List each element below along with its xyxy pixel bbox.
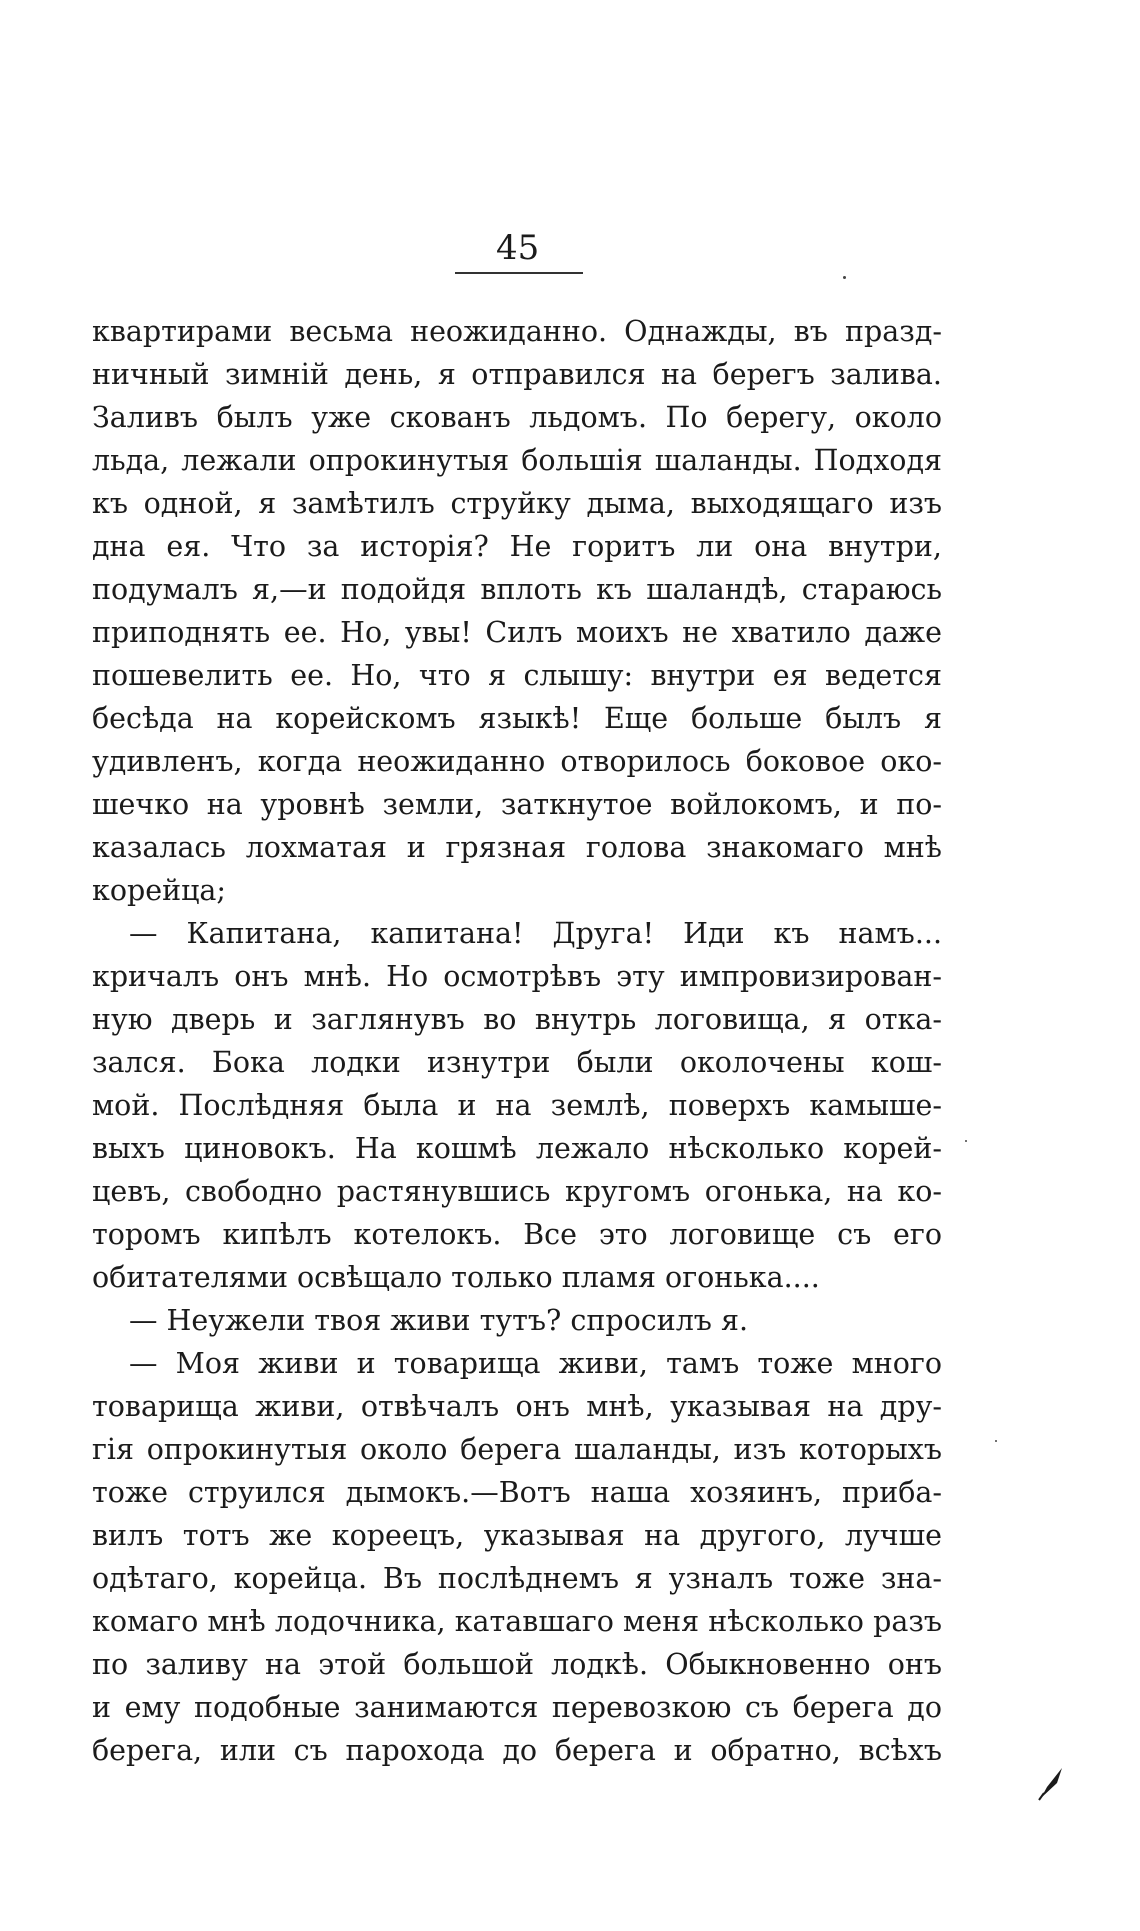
- text-line: ную дверь и заглянувъ во внутрь логовища, я отка-: [92, 1003, 942, 1036]
- text-line: подумалъ я,—и подойдя вплоть къ шаландѣ, стараюсь: [92, 573, 942, 606]
- page-number-rule: [455, 272, 583, 274]
- text-line: пошевелить ее. Но, что я слышу: внутри ея ведется: [92, 659, 942, 692]
- text-line: обитателями освѣщало только пламя огонька....: [92, 1261, 820, 1294]
- text-line: удивленъ, когда неожиданно отворилось боковое око-: [92, 745, 942, 778]
- text-line: цевъ, свободно растянувшись кругомъ огонька, на ко-: [92, 1175, 942, 1208]
- text-line: — Моя живи и товарища живи, тамъ тоже много: [129, 1347, 942, 1380]
- text-line: товарища живи, отвѣчалъ онъ мнѣ, указывая на дру-: [92, 1390, 942, 1423]
- text-line: кричалъ онъ мнѣ. Но осмотрѣвъ эту импровизирован-: [92, 960, 942, 993]
- text-line: Заливъ былъ уже скованъ льдомъ. По берегу, около: [92, 401, 942, 434]
- body-text: [92, 310, 942, 1772]
- ink-speck: [843, 276, 846, 279]
- text-line: казалась лохматая и грязная голова знакомаго мнѣ: [92, 831, 942, 864]
- text-line: дна ея. Что за исторія? Не горитъ ли она внутри,: [92, 530, 942, 563]
- text-line: тоже струился дымокъ.—Вотъ наша хозяинъ, приба-: [92, 1476, 942, 1509]
- text-line: льда, лежали опрокинутыя большія шаланды. Подходя: [92, 444, 942, 477]
- text-line: по заливу на этой большой лодкѣ. Обыкновенно онъ: [92, 1648, 942, 1681]
- ink-speck: [965, 1140, 967, 1142]
- text-line: берега, или съ парохода до берега и обратно, всѣхъ: [92, 1734, 942, 1767]
- text-line: и ему подобные занимаются перевозкою съ берега до: [92, 1691, 942, 1724]
- text-line: выхъ циновокъ. На кошмѣ лежало нѣсколько корей-: [92, 1132, 942, 1165]
- text-line: комаго мнѣ лодочника, катавшаго меня нѣсколько разъ: [92, 1605, 942, 1638]
- text-line: къ одной, я замѣтилъ струйку дыма, выходящаго изъ: [92, 487, 942, 520]
- text-line: бесѣда на корейскомъ языкѣ! Еще больше былъ я: [92, 702, 942, 735]
- page-number: 45: [496, 228, 540, 268]
- text-line: ничный зимній день, я отправился на берегъ залива.: [92, 358, 942, 391]
- text-line: одѣтаго, корейца. Въ послѣднемъ я узналъ тоже зна-: [92, 1562, 942, 1595]
- text-line: гія опрокинутыя около берега шаланды, изъ которыхъ: [92, 1433, 942, 1466]
- quill-pen-mark-icon: [1035, 1765, 1065, 1801]
- text-line: шечко на уровнѣ земли, заткнутое войлокомъ, и по-: [92, 788, 942, 821]
- text-line: торомъ кипѣлъ котелокъ. Все это логовище съ его: [92, 1218, 942, 1251]
- text-line: приподнять ее. Но, увы! Силъ моихъ не хватило даже: [92, 616, 942, 649]
- text-line: зался. Бока лодки изнутри были околочены кош-: [92, 1046, 942, 1079]
- text-line: — Капитана, капитана! Друга! Иди къ намъ...: [129, 917, 942, 950]
- text-line: мой. Послѣдняя была и на землѣ, поверхъ камыше-: [92, 1089, 942, 1122]
- text-line: — Неужели твоя живи тутъ? спросилъ я.: [129, 1304, 749, 1337]
- ink-speck: [995, 1440, 997, 1442]
- text-line: квартирами весьма неожиданно. Однажды, въ празд-: [92, 315, 942, 348]
- text-line: вилъ тотъ же кореецъ, указывая на другого, лучше: [92, 1519, 942, 1552]
- text-line: корейца;: [92, 874, 226, 907]
